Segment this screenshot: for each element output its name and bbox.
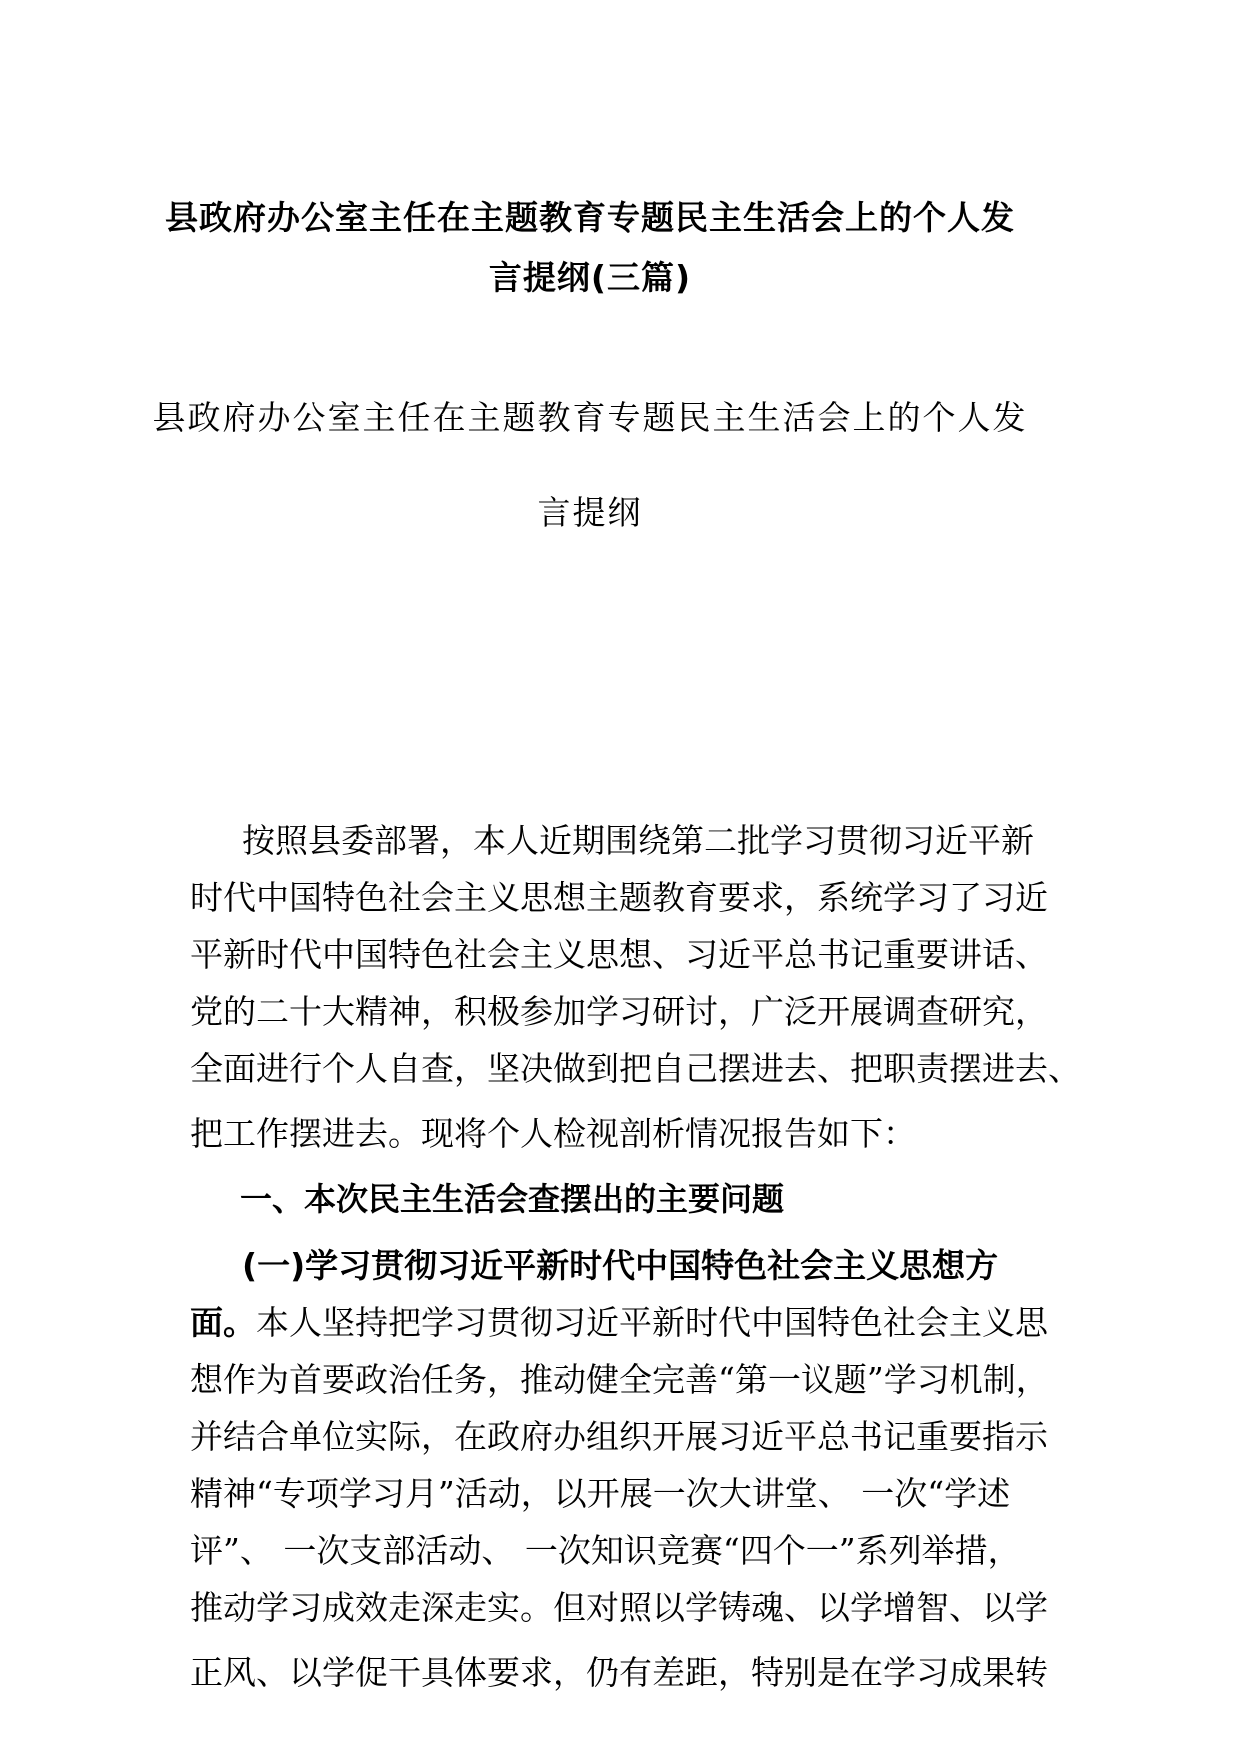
paragraph-line: 全面进行个人自查，坚决做到把自己摆进去、把职责摆进去、 [190,1049,1081,1088]
paragraph-line: 评”、 一次支部活动、 一次知识竞赛“四个一”系列举措， [190,1531,1021,1570]
paragraph-line: 推动学习成效走深走实。但对照以学铸魂、以学增智、以学 [190,1588,1048,1627]
paragraph-line: 并结合单位实际，在政府办组织开展习近平总书记重要指示 [190,1417,1048,1456]
document-subtitle [150,370,1030,560]
paragraph-line [190,1294,1050,1351]
intro-paragraph [190,812,1081,1162]
subsection-heading-end: 面。 [190,1303,256,1342]
paragraph-line: 时代中国特色社会主义思想主题教育要求，系统学习了习近 [190,878,1048,917]
paragraph-line: 正风、以学促干具体要求，仍有差距，特别是在学习成果转 [190,1653,1048,1692]
paragraph-line: 按照县委部署，本人近期围绕第二批学习贯彻习近平新 [242,821,1034,860]
document-title-line: 言提纲(三篇) [488,258,692,297]
section-heading: 一、本次民主生活会查摆出的主要问题 [240,1180,785,1218]
paragraph-line: 精神“专项学习月”活动，以开展一次大讲堂、 一次“学述 [190,1474,1011,1513]
paragraph-line: 党的二十大精神，积极参加学习研讨，广泛开展调查研究， [190,992,1048,1031]
paragraph-line: 想作为首要政治任务，推动健全完善“第一议题”学习机制， [190,1360,1049,1399]
paragraph-line: 把工作摆进去。现将个人检视剖析情况报告如下： [190,1114,916,1153]
study-paragraph [190,1237,1050,1701]
subsection-heading: (一)学习贯彻习近平新时代中国特色社会主义思想方 [242,1246,999,1285]
paragraph-line-rest: 本人坚持把学习贯彻习近平新时代中国特色社会主义思 [256,1303,1048,1342]
document-subtitle-line: 县政府办公室主任在主题教育专题民主生活会上的个人发 [152,398,1028,437]
paragraph-line: 平新时代中国特色社会主义思想、习近平总书记重要讲话、 [190,935,1048,974]
document-title-line: 县政府办公室主任在主题教育专题民主生活会上的个人发 [165,198,1015,237]
document-subtitle-line: 言提纲 [537,493,643,532]
document-title [150,188,1030,308]
